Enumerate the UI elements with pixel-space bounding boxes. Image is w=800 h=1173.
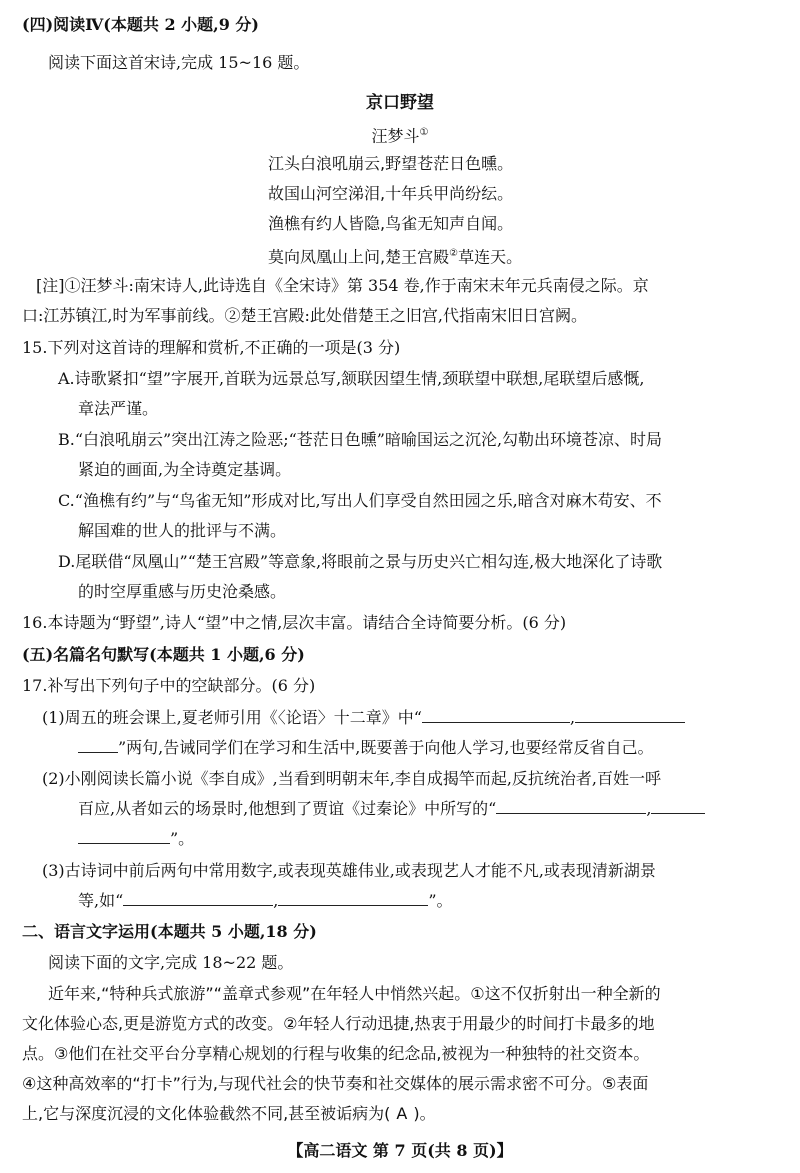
answer-choice: A bbox=[396, 1104, 408, 1123]
q17-1-blank-1[interactable] bbox=[422, 707, 570, 723]
q17-2-line-3: ”。 bbox=[78, 828, 194, 850]
section4-heading: (四)阅读Ⅳ(本题共 2 小题,9 分) bbox=[22, 15, 259, 34]
poem-title: 京口野望 bbox=[366, 93, 434, 113]
note-line-2: 口:江苏镇江,时为军事前线。②楚王宫殿:此处借楚王之旧宫,代指南宋旧日宫阙。 bbox=[22, 306, 587, 325]
q15-option-d-2: 的时空厚重感与历史沧桑感。 bbox=[78, 582, 287, 601]
q17-2-line-1: (2)小刚阅读长篇小说《李自成》,当看到明朝末年,李自成揭竿而起,反抗统治者,百姓一呼 bbox=[42, 769, 662, 788]
q17-1-line-1: (1)周五的班会课上,夏老师引用《〈论语〉十二章》中“ , bbox=[42, 707, 685, 729]
q17-2-line-2: 百应,从者如云的场景时,他想到了贾谊《过秦论》中所写的“ , bbox=[78, 798, 705, 820]
q15-option-a-1: A.诗歌紧扣“望”字展开,首联为远景总写,颔联因望生情,颈联望中联想,尾联望后感慨, bbox=[58, 369, 645, 388]
q15-option-b-1: B.“白浪吼崩云”突出江涛之险恶;“苍茫日色曛”暗喻国运之沉沦,勾勒出环境苍凉、时局 bbox=[58, 430, 663, 449]
poem-line-4: 莫向凤凰山上问,楚王宫殿②草连天。 bbox=[268, 247, 523, 267]
q17-1-blank-2a[interactable] bbox=[575, 707, 685, 723]
passage-line-1: 近年来,“特种兵式旅游”“盖章式参观”在年轻人中悄然兴起。①这不仅折射出一种全新的 bbox=[48, 984, 661, 1003]
q17-1-line-2: ”两句,告诫同学们在学习和生活中,既要善于向他人学习,也要经常反省自己。 bbox=[78, 737, 653, 759]
q15-option-c-2: 解国难的世人的批评与不满。 bbox=[78, 521, 287, 540]
q17-3-blank-2[interactable] bbox=[278, 890, 428, 906]
note-line-1: [注]①汪梦斗:南宋诗人,此诗选自《全宋诗》第 354 卷,作于南宋末年元兵南侵之际。京 bbox=[36, 276, 649, 295]
poem-line-3: 渔樵有约人皆隐,鸟雀无知声自闻。 bbox=[268, 214, 514, 233]
poem-line-2: 故国山河空涕泪,十年兵甲尚纷纭。 bbox=[268, 184, 514, 203]
q15-option-d-1: D.尾联借“凤凰山”“楚王宫殿”等意象,将眼前之景与历史兴亡相勾连,极大地深化了诗歌 bbox=[58, 552, 663, 571]
passage-line-2: 文化体验心态,更是游览方式的改变。②年轻人行动迅捷,热衷于用最少的时间打卡最多的地 bbox=[22, 1014, 655, 1033]
q17-3-line-2: 等,如“ , ”。 bbox=[78, 891, 453, 910]
q15-stem: 15.下列对这首诗的理解和赏析,不正确的一项是(3 分) bbox=[22, 338, 401, 357]
q17-2-blank-2a[interactable] bbox=[651, 798, 705, 814]
q15-option-a-2: 章法严谨。 bbox=[78, 399, 159, 418]
section5-heading: (五)名篇名句默写(本题共 1 小题,6 分) bbox=[22, 645, 305, 664]
q17-2-blank-1[interactable] bbox=[496, 798, 646, 814]
q16-stem: 16.本诗题为“野望”,诗人“望”中之情,层次丰富。请结合全诗简要分析。(6 分) bbox=[22, 613, 567, 632]
section4-intro: 阅读下面这首宋诗,完成 15~16 题。 bbox=[48, 53, 310, 72]
section2-heading: 二、语言文字运用(本题共 5 小题,18 分) bbox=[22, 922, 317, 941]
q17-2-blank-2b[interactable] bbox=[78, 828, 170, 844]
q17-3-blank-1[interactable] bbox=[123, 890, 273, 906]
passage-line-5: 上,它与深度沉浸的文化体验截然不同,甚至被诟病为( A )。 bbox=[22, 1104, 436, 1123]
section2-intro: 阅读下面的文字,完成 18~22 题。 bbox=[48, 953, 294, 972]
poem-line-1: 江头白浪吼崩云,野望苍茫日色曛。 bbox=[268, 154, 514, 173]
page-footer: 【高二语文 第 7 页(共 8 页)】 bbox=[287, 1141, 513, 1160]
q15-option-b-2: 紧迫的画面,为全诗奠定基调。 bbox=[78, 460, 292, 479]
passage-line-4: ④这种高效率的“打卡”行为,与现代社会的快节奏和社交媒体的展示需求密不可分。⑤表面 bbox=[22, 1074, 649, 1093]
poem-author: 汪梦斗① bbox=[371, 126, 429, 146]
q17-3-line-1: (3)古诗词中前后两句中常用数字,或表现英雄伟业,或表现艺人才能不凡,或表现清新湖景 bbox=[42, 861, 656, 880]
q17-1-blank-2b[interactable] bbox=[78, 737, 118, 753]
q15-option-c-1: C.“渔樵有约”与“鸟雀无知”形成对比,写出人们享受自然田园之乐,暗含对麻木苟安、不 bbox=[58, 491, 662, 510]
q17-stem: 17.补写出下列句子中的空缺部分。(6 分) bbox=[22, 676, 316, 695]
passage-line-3: 点。③他们在社交平台分享精心规划的行程与收集的纪念品,被视为一种独特的社交资本。 bbox=[22, 1044, 650, 1063]
